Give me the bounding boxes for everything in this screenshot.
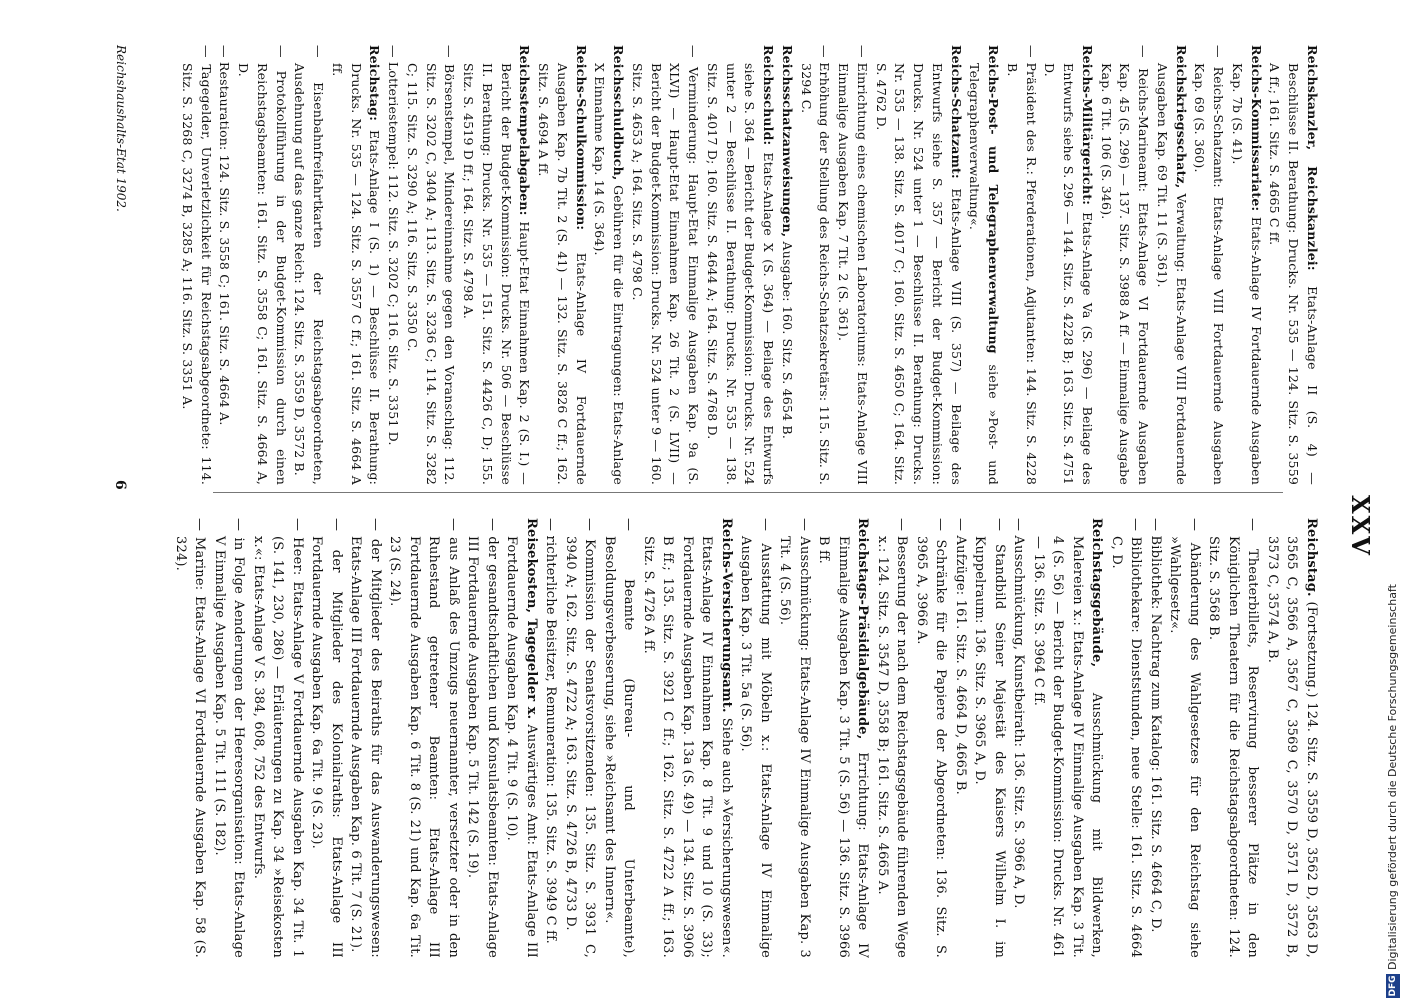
entry-text: — Kommission der Senatsvorsitzenden: 135. Sitz. S. 3931 C, 3940 A; 162. Sitz. S. 4722 A; 163. Sitz. S. 4726 B, 4733 D. [563, 518, 598, 958]
index-entry [1227, 45, 1265, 485]
entry-text: — Theaterbillets, Reservirung besserer Plätze in den Königlichen Theatern für die Reichstagsabgeordneten: 124. Sitz. S. 3568 B. [1206, 518, 1261, 958]
entry-text: Ausschmückung mit Bildwerken, Malereien x.: Etats-Anlage IV Einmalige Ausgaben Kap. 3 Tit. 4 (S. 56) — Bericht der Budget-Kommission: Drucks. Nr. 461 — 136. Sitz. S. 3964 C ff. [1031, 536, 1105, 958]
entry-text: Etats-Anlage Va (S. 296) — Beilage des Entwurfs siehe S. 296 — 144. Sitz. S. 4228 B; 163. Sitz. S. 4751 D. [1042, 63, 1095, 485]
index-entry [590, 45, 628, 485]
index-entry [1029, 518, 1107, 958]
index-entry [385, 518, 463, 958]
entry-text: — Einrichtung eines chemischen Laboratoriums: Etats-Anlage VIII Einmalige Ausgaben Kap. 7 Tit. 2 (S. 361). [836, 45, 870, 485]
index-entry [702, 45, 777, 485]
entry-text: — Protokollführung in der Budget-Kommission durch einen Reichstagsbeamten: 161. Sitz. S. 3558 C; 161. Sitz. S. 4664 A, D. [236, 45, 289, 485]
entry-text: Etats-Anlage I (S. 1) — Beschlüsse II. Berathung: Drucks. Nr. 535 — 124. Sitz. S. 3557 C ff.; 161. Sitz. S. 4664 A ff. [330, 63, 383, 485]
entry-text: — Eisenbahnfreifahrtkarten der Reichstagsabgeordneten, Ausdehnung auf das ganze Reich: 124. Sitz. S. 3559 D, 3572 B. [292, 45, 327, 485]
entry-text: Ausgabe: 160. Sitz. S. 4654 B. [780, 241, 795, 439]
entry-text: — Restauration: 124. Sitz. S. 3558 C; 161. Sitz. S. 4664 A. [217, 45, 233, 426]
index-entry [600, 518, 639, 958]
index-entry [402, 45, 458, 485]
index-entry [463, 518, 502, 958]
index-entry [210, 518, 249, 958]
entry-text: — Abänderung des Wahlgesetzes für den Reichstag siehe »Wahlgesetz«. [1167, 518, 1202, 958]
entry-text: — Erhöhung der Stellung des Reichs-Schatzsekretärs: 115. Sitz. S. 3294 C. [798, 45, 833, 485]
entry-text: — Schränke für die Papiere der Abgeordneten: 136. Sitz. S. 3965 A, 3966 A. [914, 518, 949, 958]
index-entry [502, 518, 541, 958]
entry-headword: Reichstagsgebäude, [1089, 518, 1105, 668]
index-entry [215, 45, 234, 485]
entry-text: Errichtung: Etats-Anlage IV Einmalige Ausgaben Kap. 3 Tit. 5 (S. 56) — 136. Sitz. S. 3966 B ff. [816, 536, 871, 958]
entry-text: — Reichs-Schatzamt: Etats-Anlage VIII Fortdauernde Ausgaben Kap. 69 (S. 360). [1192, 45, 1227, 485]
index-column-right [171, 518, 1322, 958]
entry-text: — Aufzüge: 161. Sitz. S. 4664 D, 4665 B. [953, 518, 968, 795]
entry-text: — Bibliothek: Nachtrag zum Katalog: 161. Sitz. S. 4664 C, D. [1148, 518, 1163, 933]
entry-headword: Reichs-Kommissariate: [1248, 45, 1264, 212]
index-entry [736, 518, 775, 958]
entry-text: Etats-Anlage II (S. 4) — Beschlüsse II. Berathung: Drucks. Nr. 535 — 124. Sitz. S. 3559 A ff.; 161. Sitz. S. 4665 C ff. [1267, 63, 1320, 485]
index-entry [1263, 518, 1322, 958]
index-entry [873, 518, 912, 958]
index-entry [814, 518, 873, 958]
index-entry [1002, 45, 1040, 485]
entry-headword: Reichstag. [1304, 518, 1319, 597]
entry-text: — Marine: Etats-Anlage VI Fortdauernde Ausgaben Kap. 58 (S. 324). [173, 518, 208, 958]
dfg-logo-icon: DFG [1388, 975, 1398, 997]
entry-headword: Reichsstempelabgaben: [517, 45, 533, 216]
digitization-note: Digitalisierung gefördert durch die Deutsche Forschungsgemeinschaft [1386, 584, 1399, 970]
digitization-strip [1383, 0, 1405, 1000]
entry-headword: Reichs-Versicherungsamt. [719, 518, 734, 713]
entry-text: — Ausschmückung, Kunstbeirath: 136. Sitz. S. 3966 A, D. [1011, 518, 1027, 909]
entry-text: — Beamte (Bureau- und Unterbeamte), Besoldungsverbesserung, siehe »Reichsamt des Innern«. [602, 518, 637, 958]
index-entry [177, 45, 215, 485]
entry-text: — Tagegelder, Unverletzlichkeit für Reichstagsabgeordnete: 114. Sitz. S. 3268 C, 3274 B, 3285 A; 116. Sitz. S. 3351 A. [180, 45, 214, 485]
index-entry [171, 518, 210, 958]
entry-text: siehe »Post- und Telegraphenverwaltung«. [967, 63, 1002, 485]
index-entry [327, 45, 383, 485]
entry-headword: Reichskriegsschatz, [1173, 45, 1189, 189]
entry-text: — der Mitglieder des Beiraths für das Auswanderungswesen: Etats-Anlage III Fortdauernde Ausgaben Kap. 6 Tit. 7 (S. 21). [348, 518, 383, 958]
index-entry [1009, 518, 1029, 958]
entry-text: — der gesandtschaftlichen und Konsulatsbeamten: Etats-Anlage III Fortdauernde Ausgaben Kap. 5 Tit. 142 (S. 19). [465, 518, 500, 958]
entry-headword: Reichsschatzanweisungen, [780, 45, 795, 238]
entry-text: — Präsident des R.: Pferderationen, Adjutanten: 144. Sitz. S. 4228 B. [1005, 45, 1039, 485]
entry-text: — Heer: Etats-Anlage V Fortdauernde Ausgaben Kap. 34 Tit. 1 (S. 141, 230, 286) — Erläuterungen zu Kap. 34 »Reisekosten x.«: Etats-Anlage V S. 384, 608, 752 des Entwurfs. [251, 518, 305, 958]
index-entry [384, 45, 403, 485]
entry-text: — richterliche Beisitzer, Remuneration: 135. Sitz. S. 3949 C ff. [543, 518, 559, 945]
index-entry [541, 518, 561, 958]
index-entry [346, 518, 385, 958]
index-entry [1146, 518, 1166, 958]
index-entry [1265, 45, 1321, 485]
footer-signature: Reichshaushalts-Etat 1902. [114, 45, 128, 212]
entry-text: Etats-Anlage X (S. 364) — Beilage des Entwurfs siehe S. 364 — Bericht der Budget-Kommission: Drucks. Nr. 524 unter 2 — Beschlüsse II. Berathung: Drucks. Nr. 535 — 138. Sitz. S. 4017 D; 160. Sitz. S. 4644 A; 164. Sitz. S. 4768 D. [705, 63, 777, 485]
entry-headword: Reichs-Post- und Telegraphenverwaltung [986, 45, 1002, 354]
entry-headword: Reichs-Militärgericht: [1080, 45, 1095, 206]
index-entry [249, 518, 308, 958]
index-entry [871, 45, 965, 485]
entry-headword: Reichsschuldbuch, [611, 45, 627, 181]
page-number: XXV [1346, 495, 1375, 557]
entry-headword: Reisekosten, Tagegelder x. [524, 518, 539, 720]
entry-text: — der Mitglieder des Kolonialraths: Etats-Anlage III Fortdauernde Ausgaben Kap. 6a Tit. 9 (S. 23). [309, 518, 344, 958]
index-entry [639, 518, 737, 958]
index-entry [775, 518, 814, 958]
entry-headword: Reichs-Schatzamt: [948, 45, 964, 179]
index-entry [1165, 518, 1204, 958]
index-entry [1107, 518, 1146, 958]
index-entry [1152, 45, 1190, 485]
index-entry [912, 518, 951, 958]
sheet-number: 6 [112, 480, 128, 490]
index-entry [1096, 45, 1152, 485]
index-entry [965, 45, 1003, 485]
column-divider [213, 492, 1283, 493]
index-entry [307, 518, 346, 958]
entry-headword: Reichstags-Präsidialgebäude, [855, 518, 871, 740]
entry-headword: Reichskanzler, Reichskanzlei: [1305, 45, 1320, 271]
index-entry [290, 45, 328, 485]
index-entry [627, 45, 702, 485]
index-entry [1040, 45, 1096, 485]
entry-text: Etats-Anlage VIII (S. 357) — Beilage des Entwurfs siehe S. 357 — Bericht der Budget-Kommission: Drucks. Nr. 524 unter 1 — Beschlüsse II. Berathung: Drucks. Nr. 535 — 138. Sitz. S. 4017 C; 160. Sitz. S. 4650 C; 164. Sitz. S. 4762 D. [873, 63, 964, 485]
entry-text: Etats-Anlage IV Fortdauernde Ausgaben Kap. 7b Tit. 2 (S. 41) — 132. Sitz. S. 3826 C ff.; 162. Sitz. S. 4694 A ff. [536, 63, 589, 485]
entry-text: Etats-Anlage IV Fortdauernde Ausgaben Kap. 7b (S. 41). [1230, 63, 1264, 485]
entry-headword: Reichstag: [367, 45, 383, 122]
entry-text: Haupt-Etat Einnahmen Kap. 2 (S. I.) — Bericht der Budget-Kommission: Drucks. Nr. 506 — Beschlüsse II. Berathung: Drucks. Nr. 535 — 151. Sitz. S. 4426 C, D; 155. Sitz. S. 4519 D ff.; 164. Sitz. S. 4798 A. [461, 63, 533, 485]
entry-text: — Standbild Seiner Majestät des Kaisers Wilhelm I. im Kuppelraum: 136. Sitz. S. 3965 A, D. [972, 518, 1007, 958]
index-entry [970, 518, 1009, 958]
entry-headword: Reichs-Schulkommission: [573, 45, 589, 231]
entry-text: — aus Anlaß des Umzugs neuernannter, versetzter oder in den Ruhestand getretener Beamten: Etats-Anlage III Fortdauernde Ausgaben Kap. 6 Tit. 8 (S. 21) und Kap. 6a Tit. 23 (S. 24). [387, 518, 461, 958]
index-entry [534, 45, 590, 485]
index-entry [234, 45, 290, 485]
index-entry [1204, 518, 1263, 958]
entry-text: Gebühren für die Eintragungen: Etats-Anlage X Einnahme Kap. 14 (S. 364). [592, 63, 627, 485]
index-entry [951, 518, 971, 958]
entry-text: — Verminderung: Haupt-Etat Einmalige Ausgaben Kap. 9a (S. XLVI) — Haupt-Etat Einnahmen Kap. 26 Tit. 2 (S. LVII) — Bericht der Budget-Kommission: Drucks. Nr. 524 unter 9 — 160. Sitz. S. 4653 A; 164. Sitz. S. 4798 C. [630, 45, 702, 485]
entry-text: Auswärtiges Amt: Etats-Anlage III Fortdauernde Ausgaben Kap. 4 Tit. 9 (S. 10). [504, 536, 539, 958]
index-entry [834, 45, 872, 485]
index-entry [561, 518, 600, 958]
index-entry [796, 45, 834, 485]
entry-text: — Börsenstempel, Mindereinnahme gegen den Voranschlag: 112. Sitz. S. 3202 C, 3404 A; 113. Sitz. S. 3236 C; 114. Sitz. S. 3282 C; 115. Sitz. S. 3290 A; 116. Sitz. S. 3350 C. [405, 45, 458, 485]
entry-text: — Bibliothekare: Dienststunden, neue Stelle: 161. Sitz. S. 4664 C, D. [1109, 518, 1144, 958]
entry-text: Verwaltung: Etats-Anlage VIII Fortdauernde Ausgaben Kap. 69 Tit. 11 (S. 361). [1155, 63, 1189, 485]
entry-text: — Lotteriestempel: 112. Sitz. S. 3202 C; 116. Sitz. S. 3351 D. [386, 45, 402, 446]
entry-text: (Fortsetzung.) 124. Sitz. S. 3559 D, 3562 D, 3563 D, 3565 C, 3566 A, 3567 C, 3569 C, 3570 D, 3571 D, 3572 B, 3573 C, 3574 A, B. [1265, 536, 1319, 958]
entry-headword: Reichsschuld: [761, 45, 777, 146]
entry-text: — Besserung der nach dem Reichstagsgebäude führenden Wege x.: 124. Sitz. S. 3547 D, 3558 B; 161. Sitz. S. 4665 A. [875, 518, 910, 958]
entry-text: — in Folge Aenderungen der Heeresorganisation: Etats-Anlage V Einmalige Ausgaben Kap. 5 Tit. 111 (S. 182). [212, 518, 247, 958]
entry-text: — Reichs-Marineamt: Etats-Anlage VI Fortdauernde Ausgaben Kap. 45 (S. 296) — 137. Sitz. S. 3988 A ff. — Einmalige Ausgabe Kap. 6 Tit. 106 (S. 346). [1098, 45, 1152, 485]
index-entry [1190, 45, 1228, 485]
index-entry [777, 45, 796, 485]
entry-text: — Ausstattung mit Möbeln x.: Etats-Anlage IV Einmalige Ausgaben Kap. 3 Tit. 5a (S. 56). [738, 518, 773, 958]
index-entry [459, 45, 534, 485]
index-column-left [177, 45, 1321, 485]
entry-text: Siehe auch »Versicherungswesen«. Etats-Anlage IV Einnahmen Kap. 8 Tit. 9 und 10 (S. 33); Fortdauernde Ausgaben Kap. 13a (S. 49) — 134. Sitz. S. 3906 B ff.; 135. Sitz. S. 3921 C ff.; 162. Sitz. S. 4722 A ff.; 163. Sitz. S. 4726 A ff. [641, 536, 734, 958]
entry-text: — Ausschmückung: Etats-Anlage IV Einmalige Ausgaben Kap. 3 Tit. 4 (S. 56). [777, 518, 812, 958]
